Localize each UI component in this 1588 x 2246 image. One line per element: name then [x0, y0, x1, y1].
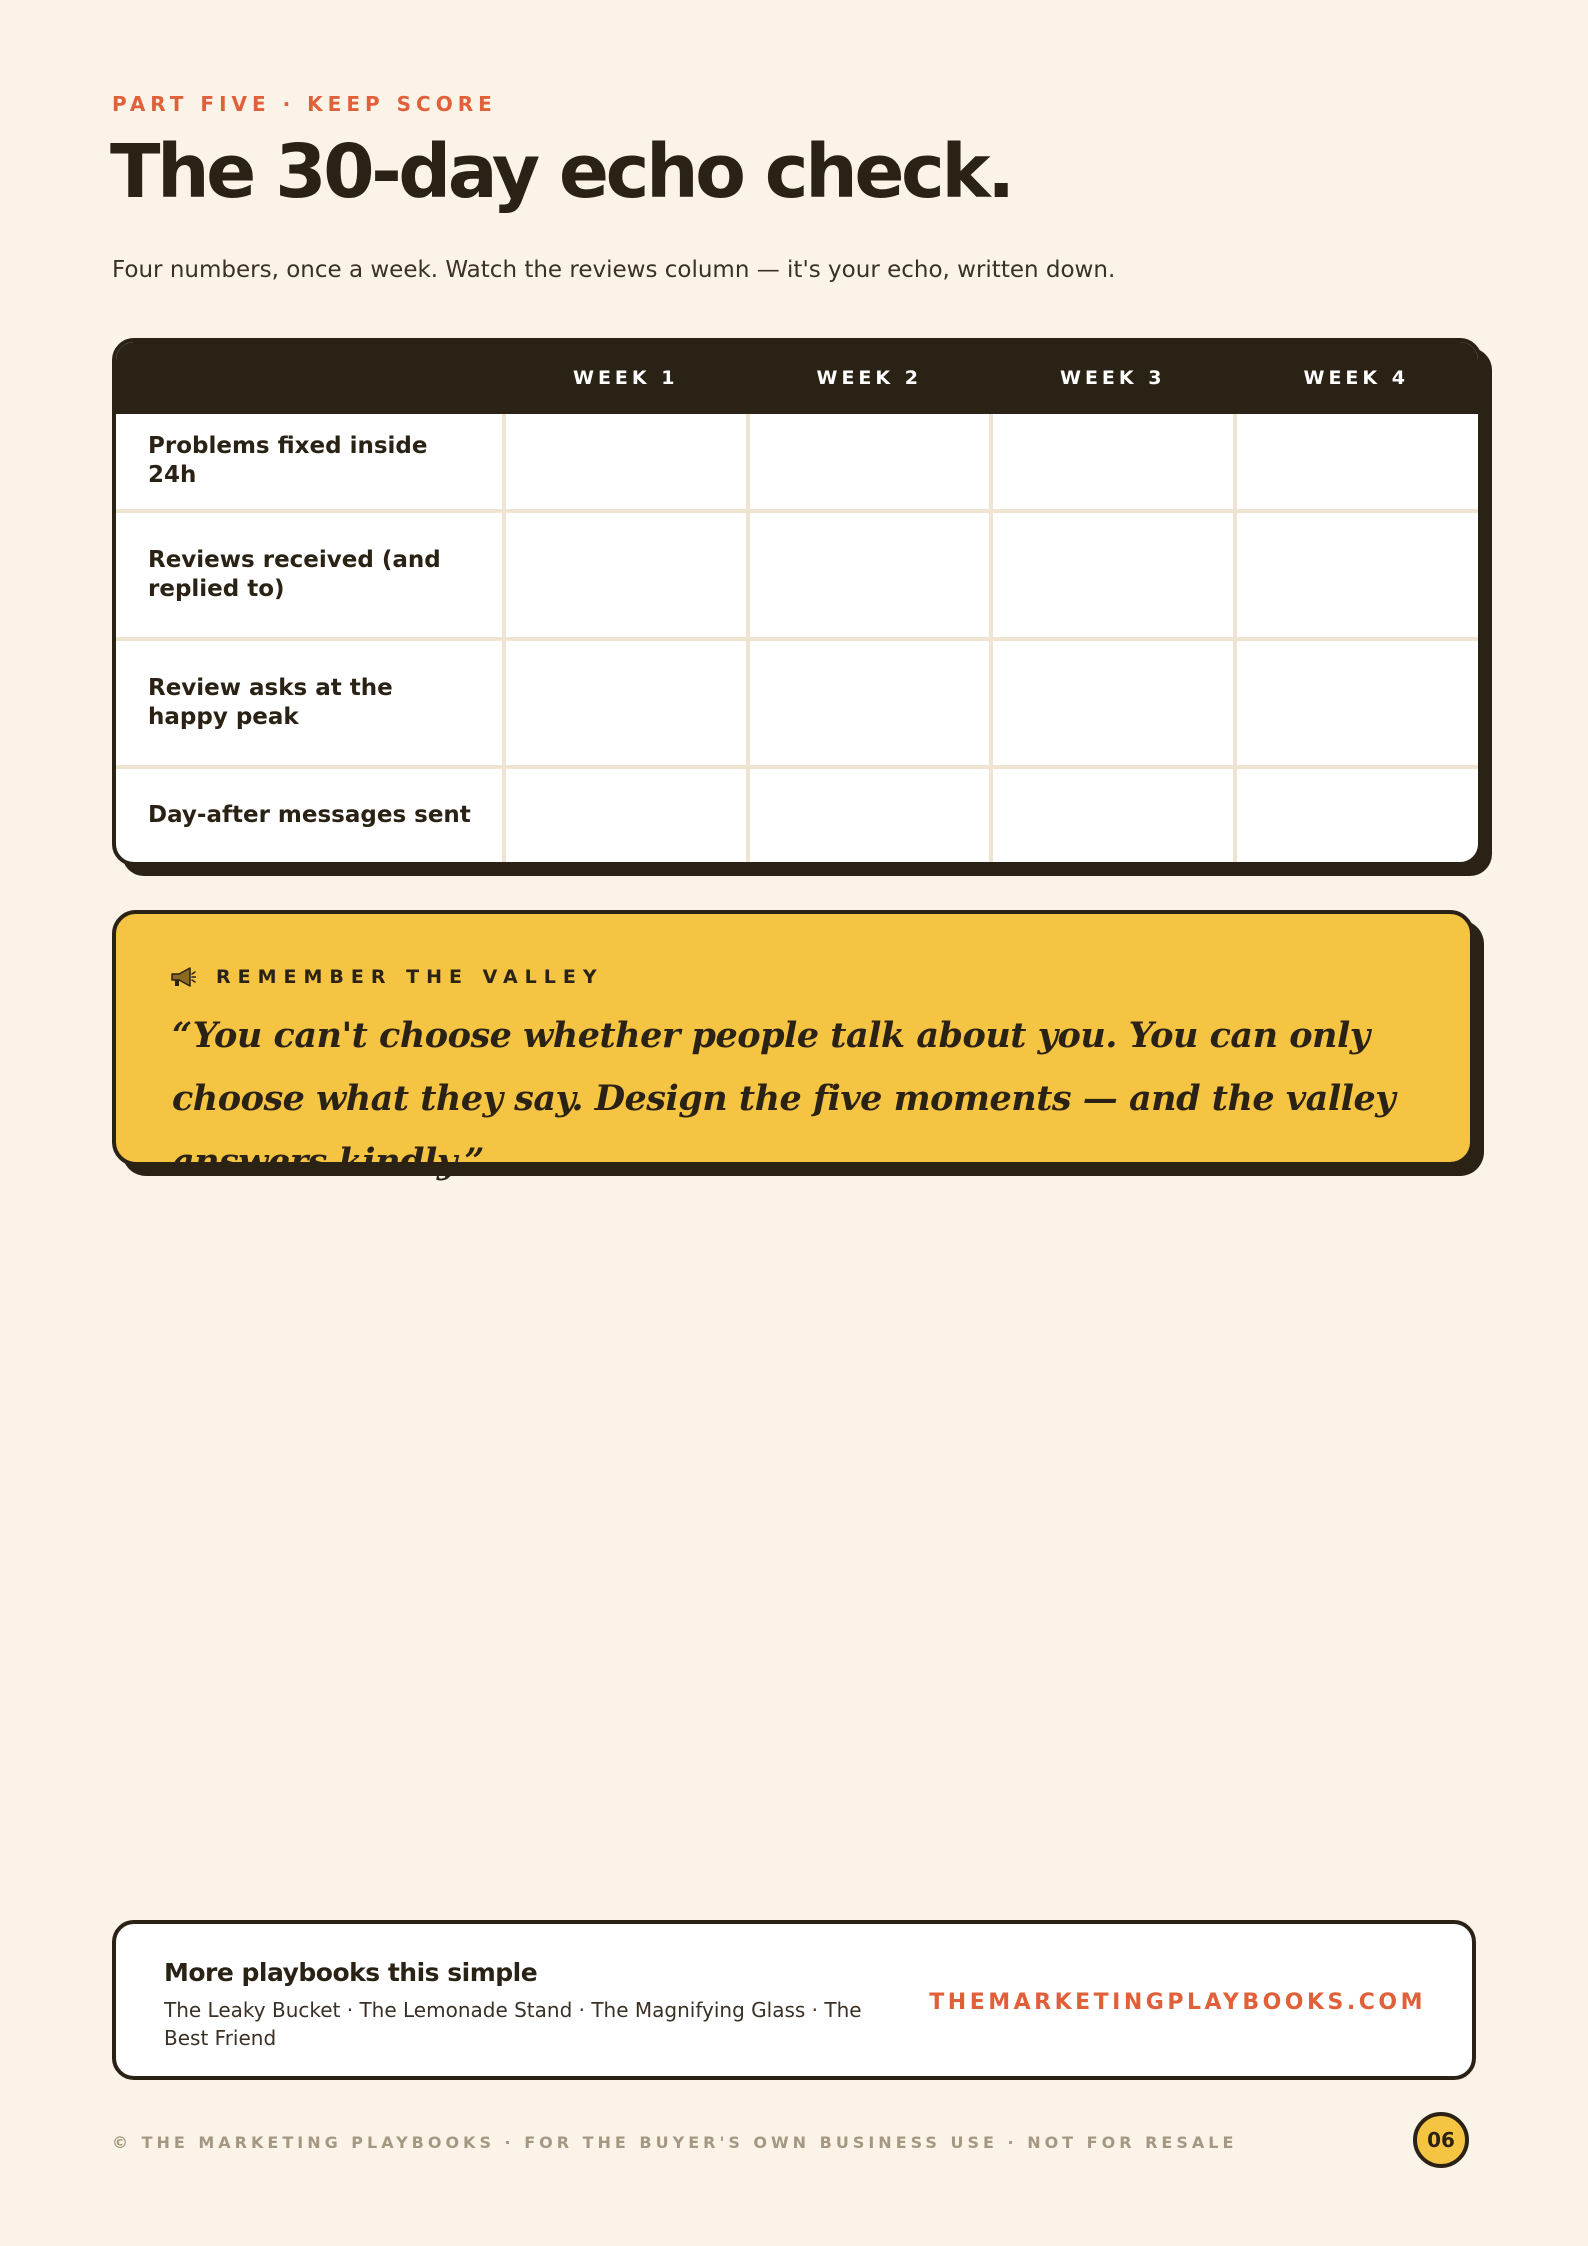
page-number-badge: 06	[1413, 2112, 1469, 2168]
tally-cell	[991, 511, 1235, 639]
row-label: Review asks at the happy peak	[116, 639, 504, 767]
page-subtitle: Four numbers, once a week. Watch the reviews column — it's your echo, written down.	[112, 257, 1116, 283]
table-row	[116, 767, 1478, 862]
tally-cell	[748, 511, 992, 639]
header-week-4: WEEK 4	[1303, 367, 1409, 389]
row-label: Day-after messages sent	[116, 767, 504, 862]
callout-header	[170, 966, 604, 988]
page-title: The 30-day echo check.	[110, 129, 1012, 215]
tally-cell	[1235, 767, 1479, 862]
table-row	[116, 639, 1478, 767]
tally-cell	[504, 767, 748, 862]
header-week-3: WEEK 3	[1060, 367, 1166, 389]
tally-cell	[748, 767, 992, 862]
tally-cell	[1235, 639, 1479, 767]
section-eyebrow: PART FIVE · KEEP SCORE	[112, 92, 497, 116]
row-label: Reviews received (and replied to)	[116, 511, 504, 639]
promo-playbook-list: The Leaky Bucket · The Lemonade Stand · The Magnifying Glass · The Best Friend	[164, 1998, 862, 2050]
callout-label: REMEMBER THE VALLEY	[216, 966, 604, 988]
echo-check-table	[112, 338, 1482, 866]
tally-cell	[991, 414, 1235, 511]
promo-box	[112, 1920, 1476, 2080]
header-week-1: WEEK 1	[573, 367, 679, 389]
tally-cell	[1235, 414, 1479, 511]
megaphone-icon	[170, 967, 196, 987]
table-row	[116, 511, 1478, 639]
callout-quote: “You can't choose whether people talk about you. You can only choose what they say. Design the five moments — and the valley answers kindly.”	[172, 1015, 1396, 1182]
quote-callout	[112, 910, 1474, 1182]
table-row	[116, 414, 1478, 511]
copyright-notice: © THE MARKETING PLAYBOOKS · FOR THE BUYER'S OWN BUSINESS USE · NOT FOR RESALE	[112, 2133, 1238, 2152]
tally-cell	[504, 414, 748, 511]
tally-cell	[748, 639, 992, 767]
tally-cell	[991, 639, 1235, 767]
header-week-2: WEEK 2	[816, 367, 922, 389]
tally-cell	[991, 767, 1235, 862]
table-header-row	[116, 342, 1478, 414]
row-label: Problems fixed inside 24h	[116, 414, 504, 511]
website-link[interactable]: THEMARKETINGPLAYBOOKS.COM	[929, 1990, 1426, 2015]
promo-title: More playbooks this simple	[164, 1958, 538, 1987]
tally-cell	[748, 414, 992, 511]
header-label-column	[116, 342, 504, 414]
tally-cell	[504, 511, 748, 639]
tally-cell	[1235, 511, 1479, 639]
tally-cell	[504, 639, 748, 767]
